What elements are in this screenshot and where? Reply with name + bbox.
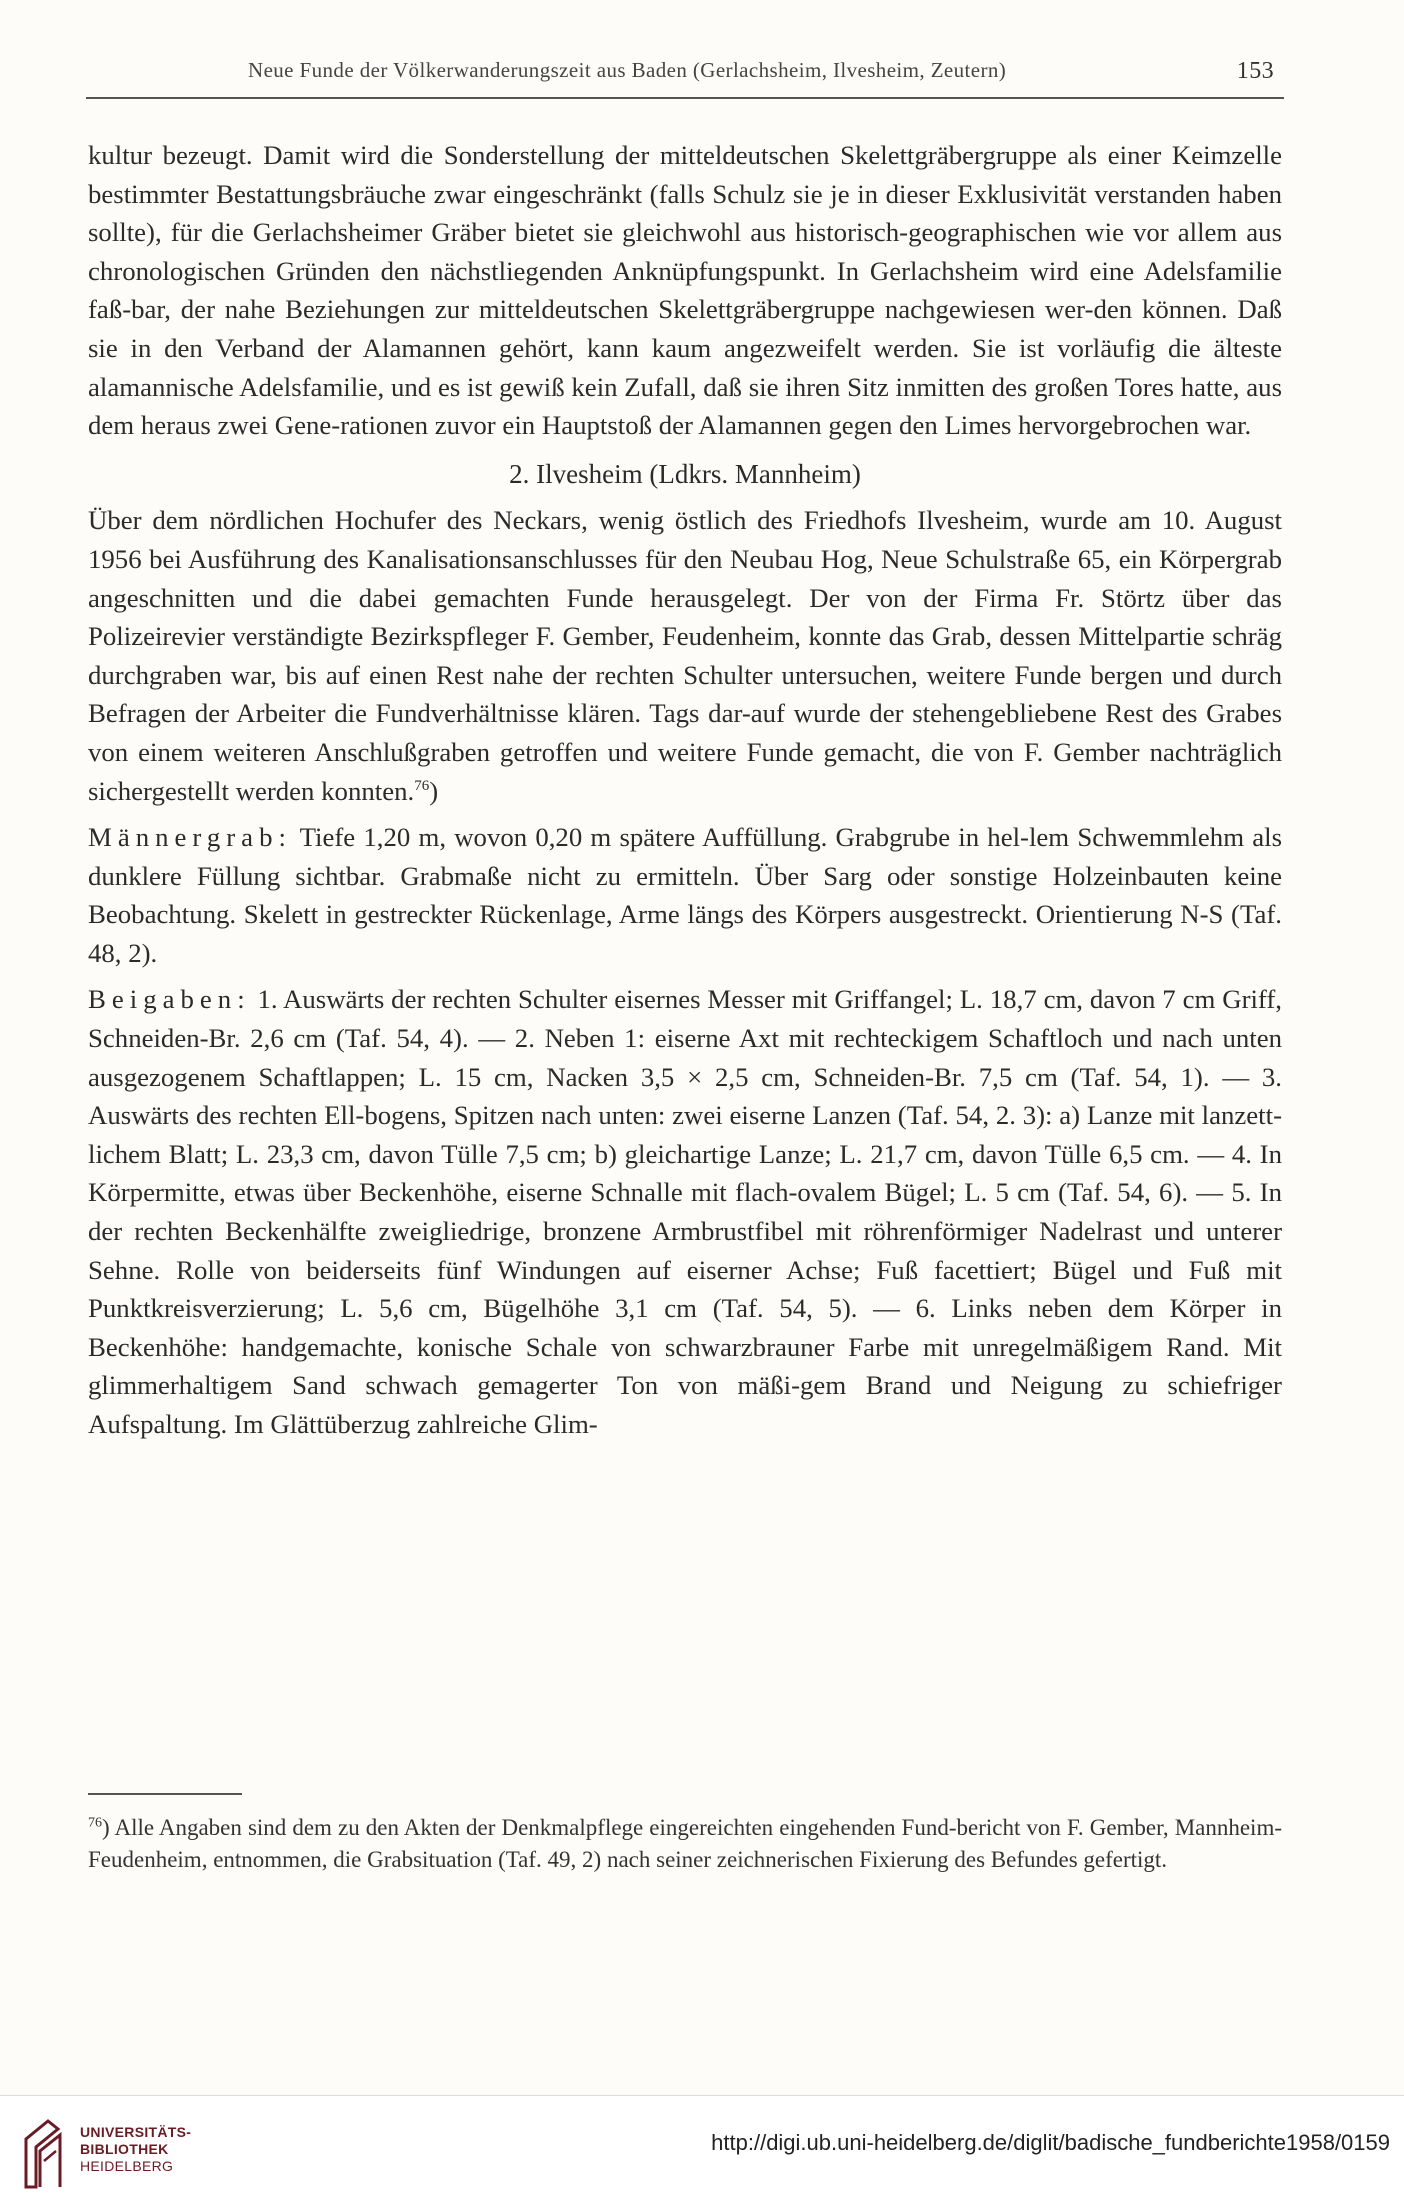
- paragraph-2: [88, 501, 1282, 810]
- footnote-marker-close: ): [102, 1815, 110, 1840]
- logo-line-1: UNIVERSITÄTS-: [80, 2124, 192, 2140]
- footnote-rule: [88, 1793, 242, 1795]
- source-url-link[interactable]: http://digi.ub.uni-heidelberg.de/diglit/badische_fundberichte1958/0159: [711, 2130, 1390, 2155]
- paragraph-3: [88, 818, 1282, 972]
- logo-line-3: HEIDELBERG: [80, 2158, 174, 2174]
- running-header: [248, 58, 1280, 83]
- footnote-ref-close: ): [429, 775, 439, 806]
- logo-line-2: BIBLIOTHEK: [80, 2141, 169, 2157]
- paragraph-4-text: 1. Auswärts der rechten Schulter eisernes Messer mit Griffangel; L. 18,7 cm, davon 7 cm Griff, Schneiden-Br. 2,6 cm (Taf. 54, 4). — 2. Neben 1: eiserne Axt mit rechteckigem Schaftloch und nach unten ausgezogenem Schaftlappen; L. 15 cm, Nacken 3,5 × 2,5 cm, Schneiden-Br. 7,5 cm (Taf. 54, 1). — 3. Auswärts des rechten Ell-bogens, Spitzen nach unten: zwei eiserne Lanzen (Taf. 54, 2. 3): a) Lanze mit lanzett-lichem Blatt; L. 23,3 cm, davon Tülle 7,5 cm; b) gleichartige Lanze; L. 21,7 cm, davon Tülle 6,5 cm. — 4. In Körpermitte, etwas über Beckenhöhe, eiserne Schnalle mit flach-ovalem Bügel; L. 5 cm (Taf. 54, 6). — 5. In der rechten Beckenhälfte zweigliedrige, bronzene Armbrustfibel mit röhrenförmiger Nadelrast und unterer Sehne. Rolle von beiderseits fünf Windungen auf eiserner Achse; Fuß facettiert; Bügel und Fuß mit Punktkreisverzierung; L. 5,6 cm, Bügelhöhe 3,1 cm (Taf. 54, 5). — 6. Links neben dem Körper in Beckenhöhe: handgemachte, konische Schale von schwarzbrauner Farbe mit unregelmäßigem Rand. Mit glimmerhaltigem Sand schwach gemagerter Ton von mäßi-gem Brand und Neigung zu schiefriger Aufspaltung. Im Glättüberzug zahlreiche Glim-: [88, 984, 1282, 1439]
- section-heading: [88, 455, 1282, 494]
- section-heading-sub: (Ldkrs. Mannheim): [642, 458, 861, 489]
- footnote-text: Alle Angaben sind dem zu den Akten der Denkmalpflege eingereichten eingehenden Fund-bericht von F. Gember, Mannheim-Feudenheim, entnommen, die Grabsituation (Taf. 49, 2) nach seiner zeichnerischen Fixierung des Befundes gefertigt.: [88, 1815, 1282, 1872]
- footnote-ref: 76: [414, 777, 430, 794]
- footnote: [88, 1812, 1282, 1876]
- paragraph-3-text: Tiefe 1,20 m, wovon 0,20 m spätere Auffüllung. Grabgrube in hel-lem Schwemmlehm als dunklere Füllung sichtbar. Grabmaße nicht zu ermitteln. Über Sarg oder sonstige Holzeinbauten keine Beobachtung. Skelett in gestreckter Rückenlage, Arme längs des Körpers ausgestreckt. Orientierung N-S (Taf. 48, 2).: [88, 822, 1282, 968]
- library-logo-text: [80, 2124, 191, 2175]
- page-number: 153: [1236, 58, 1274, 84]
- paragraph-1: kultur bezeugt. Damit wird die Sonderstellung der mitteldeutschen Skelettgräbergruppe als einer Keimzelle bestimmter Bestattungsbräuche zwar eingeschränkt (falls Schulz sie je in dieser Exklusivität verstanden haben sollte), für die Gerlachsheimer Gräber bietet sie gleichwohl aus historisch-geographischen wie vor allem aus chronologischen Gründen den nächstliegenden Anknüpfungspunkt. In Gerlachsheim wird eine Adelsfamilie faß-bar, der nahe Beziehungen zur mitteldeutschen Skelettgräbergruppe nachgewiesen wer-den können. Daß sie in den Verband der Alamannen gehört, kann kaum angezweifelt werden. Sie ist vorläufig die älteste alamannische Adelsfamilie, und es ist gewiß kein Zufall, daß sie ihren Sitz inmitten des großen Tores hatte, aus dem heraus zwei Gene-rationen zuvor ein Hauptstoß der Alamannen gegen den Limes hervorgebrochen war.: [88, 140, 1282, 441]
- main-text: [88, 136, 1282, 1444]
- grave-goods-label: Beigaben:: [88, 984, 251, 1015]
- grave-label: Männergrab:: [88, 822, 292, 853]
- section-heading-main: 2. Ilvesheim: [509, 458, 643, 489]
- library-logo-icon: [18, 2117, 66, 2191]
- paragraph-2-text: Über dem nördlichen Hochufer des Neckars, wenig östlich des Friedhofs Ilvesheim, wurde am 10. August 1956 bei Ausführung des Kanalisationsanschlusses für den Neubau Hog, Neue Schulstraße 65, ein Körpergrab angeschnitten und die dabei gemachten Funde herausgelegt. Der von der Firma Fr. Störtz über das Polizeirevier verständigte Bezirkspfleger F. Gember, Feudenheim, konnte das Grab, dessen Mittelpartie schräg durchgraben war, bis auf einen Rest nahe der rechten Schulter untersuchen, weitere Funde bergen und durch Befragen der Arbeiter die Fundverhältnisse klären. Tags dar-auf wurde der stehengebliebene Rest des Grabes von einem weiteren Anschlußgraben getroffen und weitere Funde gemacht, die von F. Gember nachträglich sichergestellt werden konnten.: [88, 505, 1282, 806]
- paragraph-4: [88, 980, 1282, 1443]
- footnote-marker: 76: [88, 1815, 102, 1831]
- header-rule: [86, 97, 1284, 99]
- running-title: Neue Funde der Völkerwanderungszeit aus Baden (Gerlachsheim, Ilvesheim, Zeutern): [248, 58, 1007, 82]
